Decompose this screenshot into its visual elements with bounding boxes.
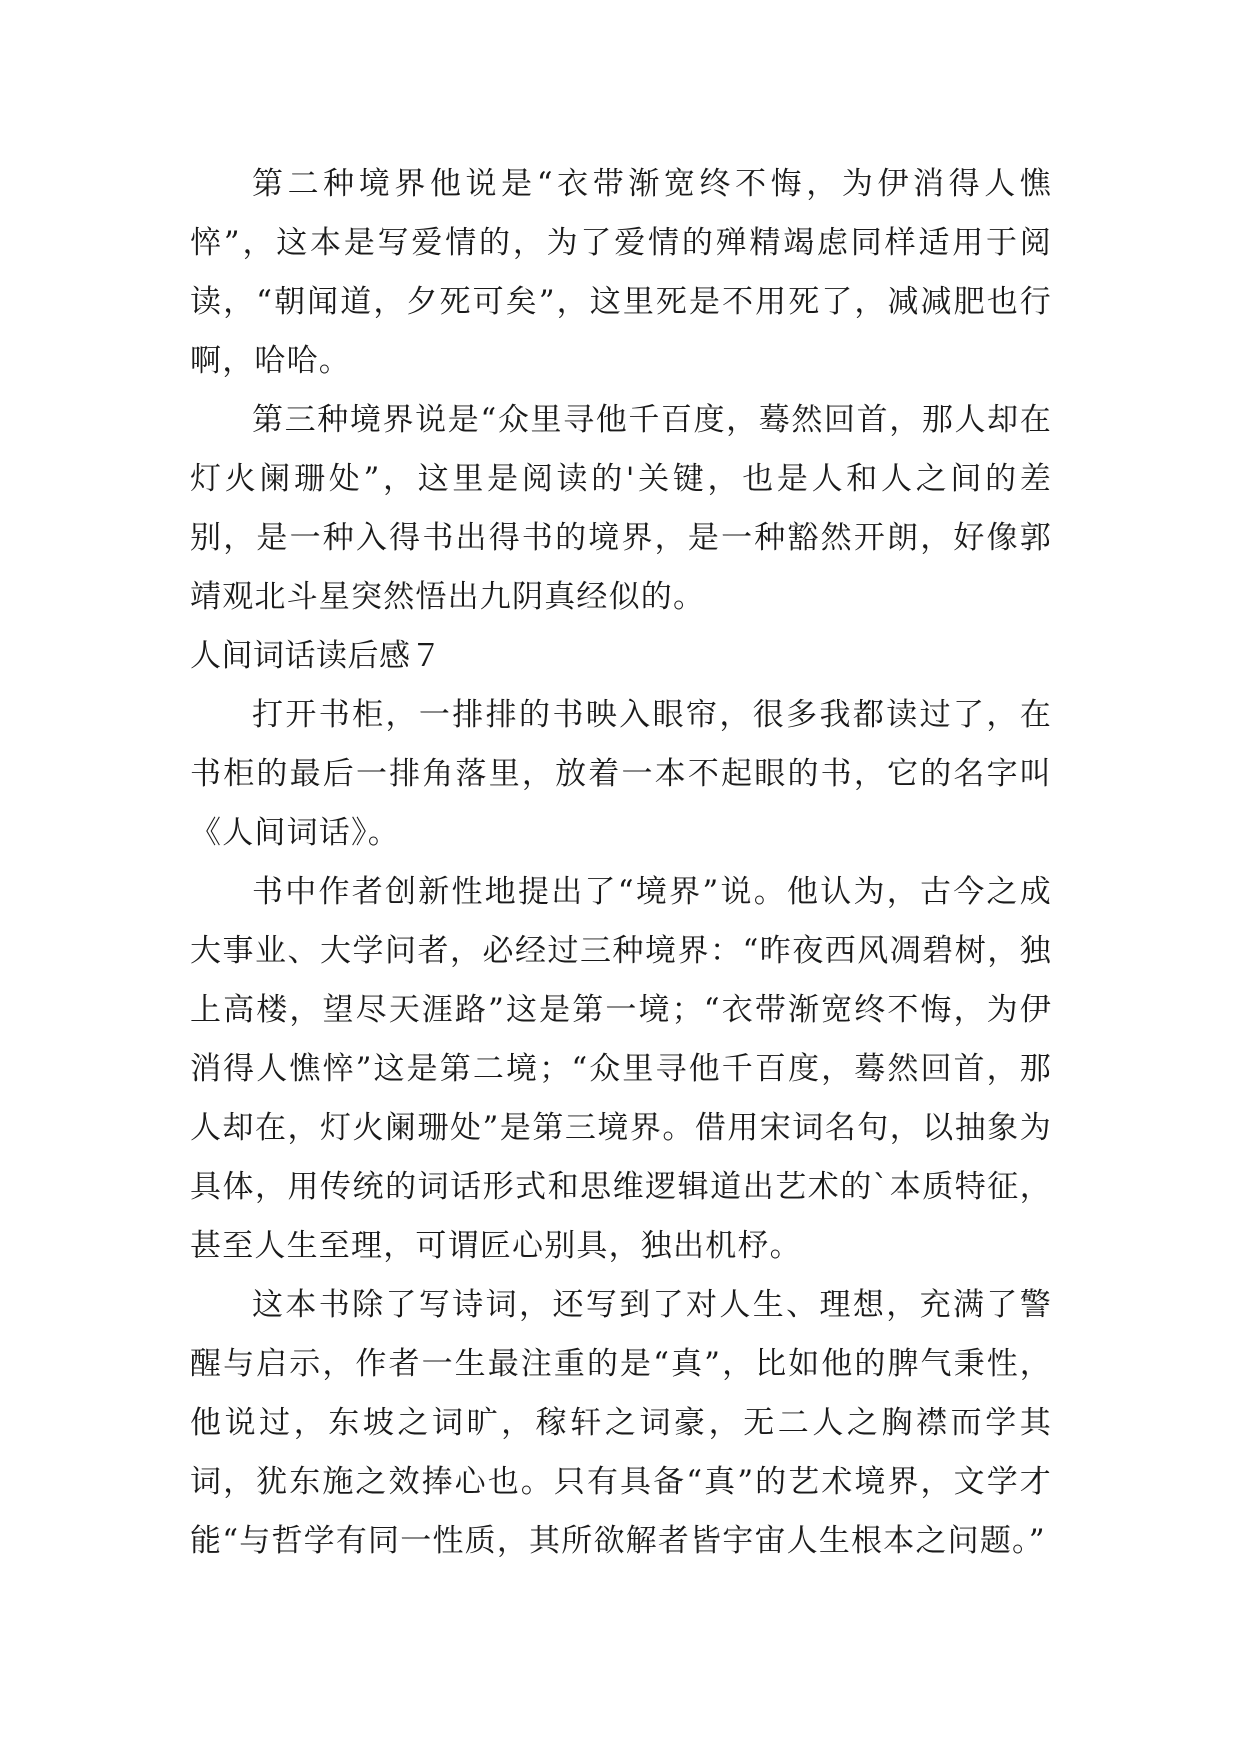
paragraph-three-realms: 书中作者创新性地提出了“境界”说。他认为，古今之成大事业、大学问者，必经过三种境界：“昨夜西风凋碧树，独上高楼，望尽天涯路”这是第一境；“衣带渐宽终不悔，为伊消得人憔悴”这是第二境；“众里寻他千百度，蓦然回首，那人却在，灯火阑珊处”是第三境界。借用宋词名句，以抽象为具体，用传统的词话形式和思维逻辑道出艺术的`本质特征，甚至人生至理，可谓匠心别具，独出机杼。 bbox=[190, 874, 1052, 1264]
paragraph-bookshelf: 打开书柜，一排排的书映入眼帘，很多我都读过了，在书柜的最后一排角落里，放着一本不起眼的书，它的名字叫《人间词话》。 bbox=[190, 697, 1052, 851]
document-page bbox=[190, 155, 1052, 1571]
section-title: 人间词话读后感７ bbox=[190, 638, 442, 674]
paragraph-third-realm: 第三种境界说是“众里寻他千百度，蓦然回首，那人却在灯火阑珊处”，这里是阅读的'关键，也是人和人之间的差别，是一种入得书出得书的境界，是一种豁然开朗，好像郭靖观北斗星突然悟出九阴真经似的。 bbox=[190, 402, 1052, 615]
paragraph-truth: 这本书除了写诗词，还写到了对人生、理想，充满了警醒与启示，作者一生最注重的是“真”，比如他的脾气秉性，他说过，东坡之词旷，稼轩之词豪，无二人之胸襟而学其词，犹东施之效捧心也。只有具备“真”的艺术境界，文学才能“与哲学有同一性质，其所欲解者皆宇宙人生根本之问题。” bbox=[190, 1287, 1052, 1559]
paragraph-second-realm: 第二种境界他说是“衣带渐宽终不悔，为伊消得人憔悴”，这本是写爱情的，为了爱情的殚精竭虑同样适用于阅读，“朝闻道，夕死可矣”，这里死是不用死了，减减肥也行啊，哈哈。 bbox=[190, 166, 1052, 379]
